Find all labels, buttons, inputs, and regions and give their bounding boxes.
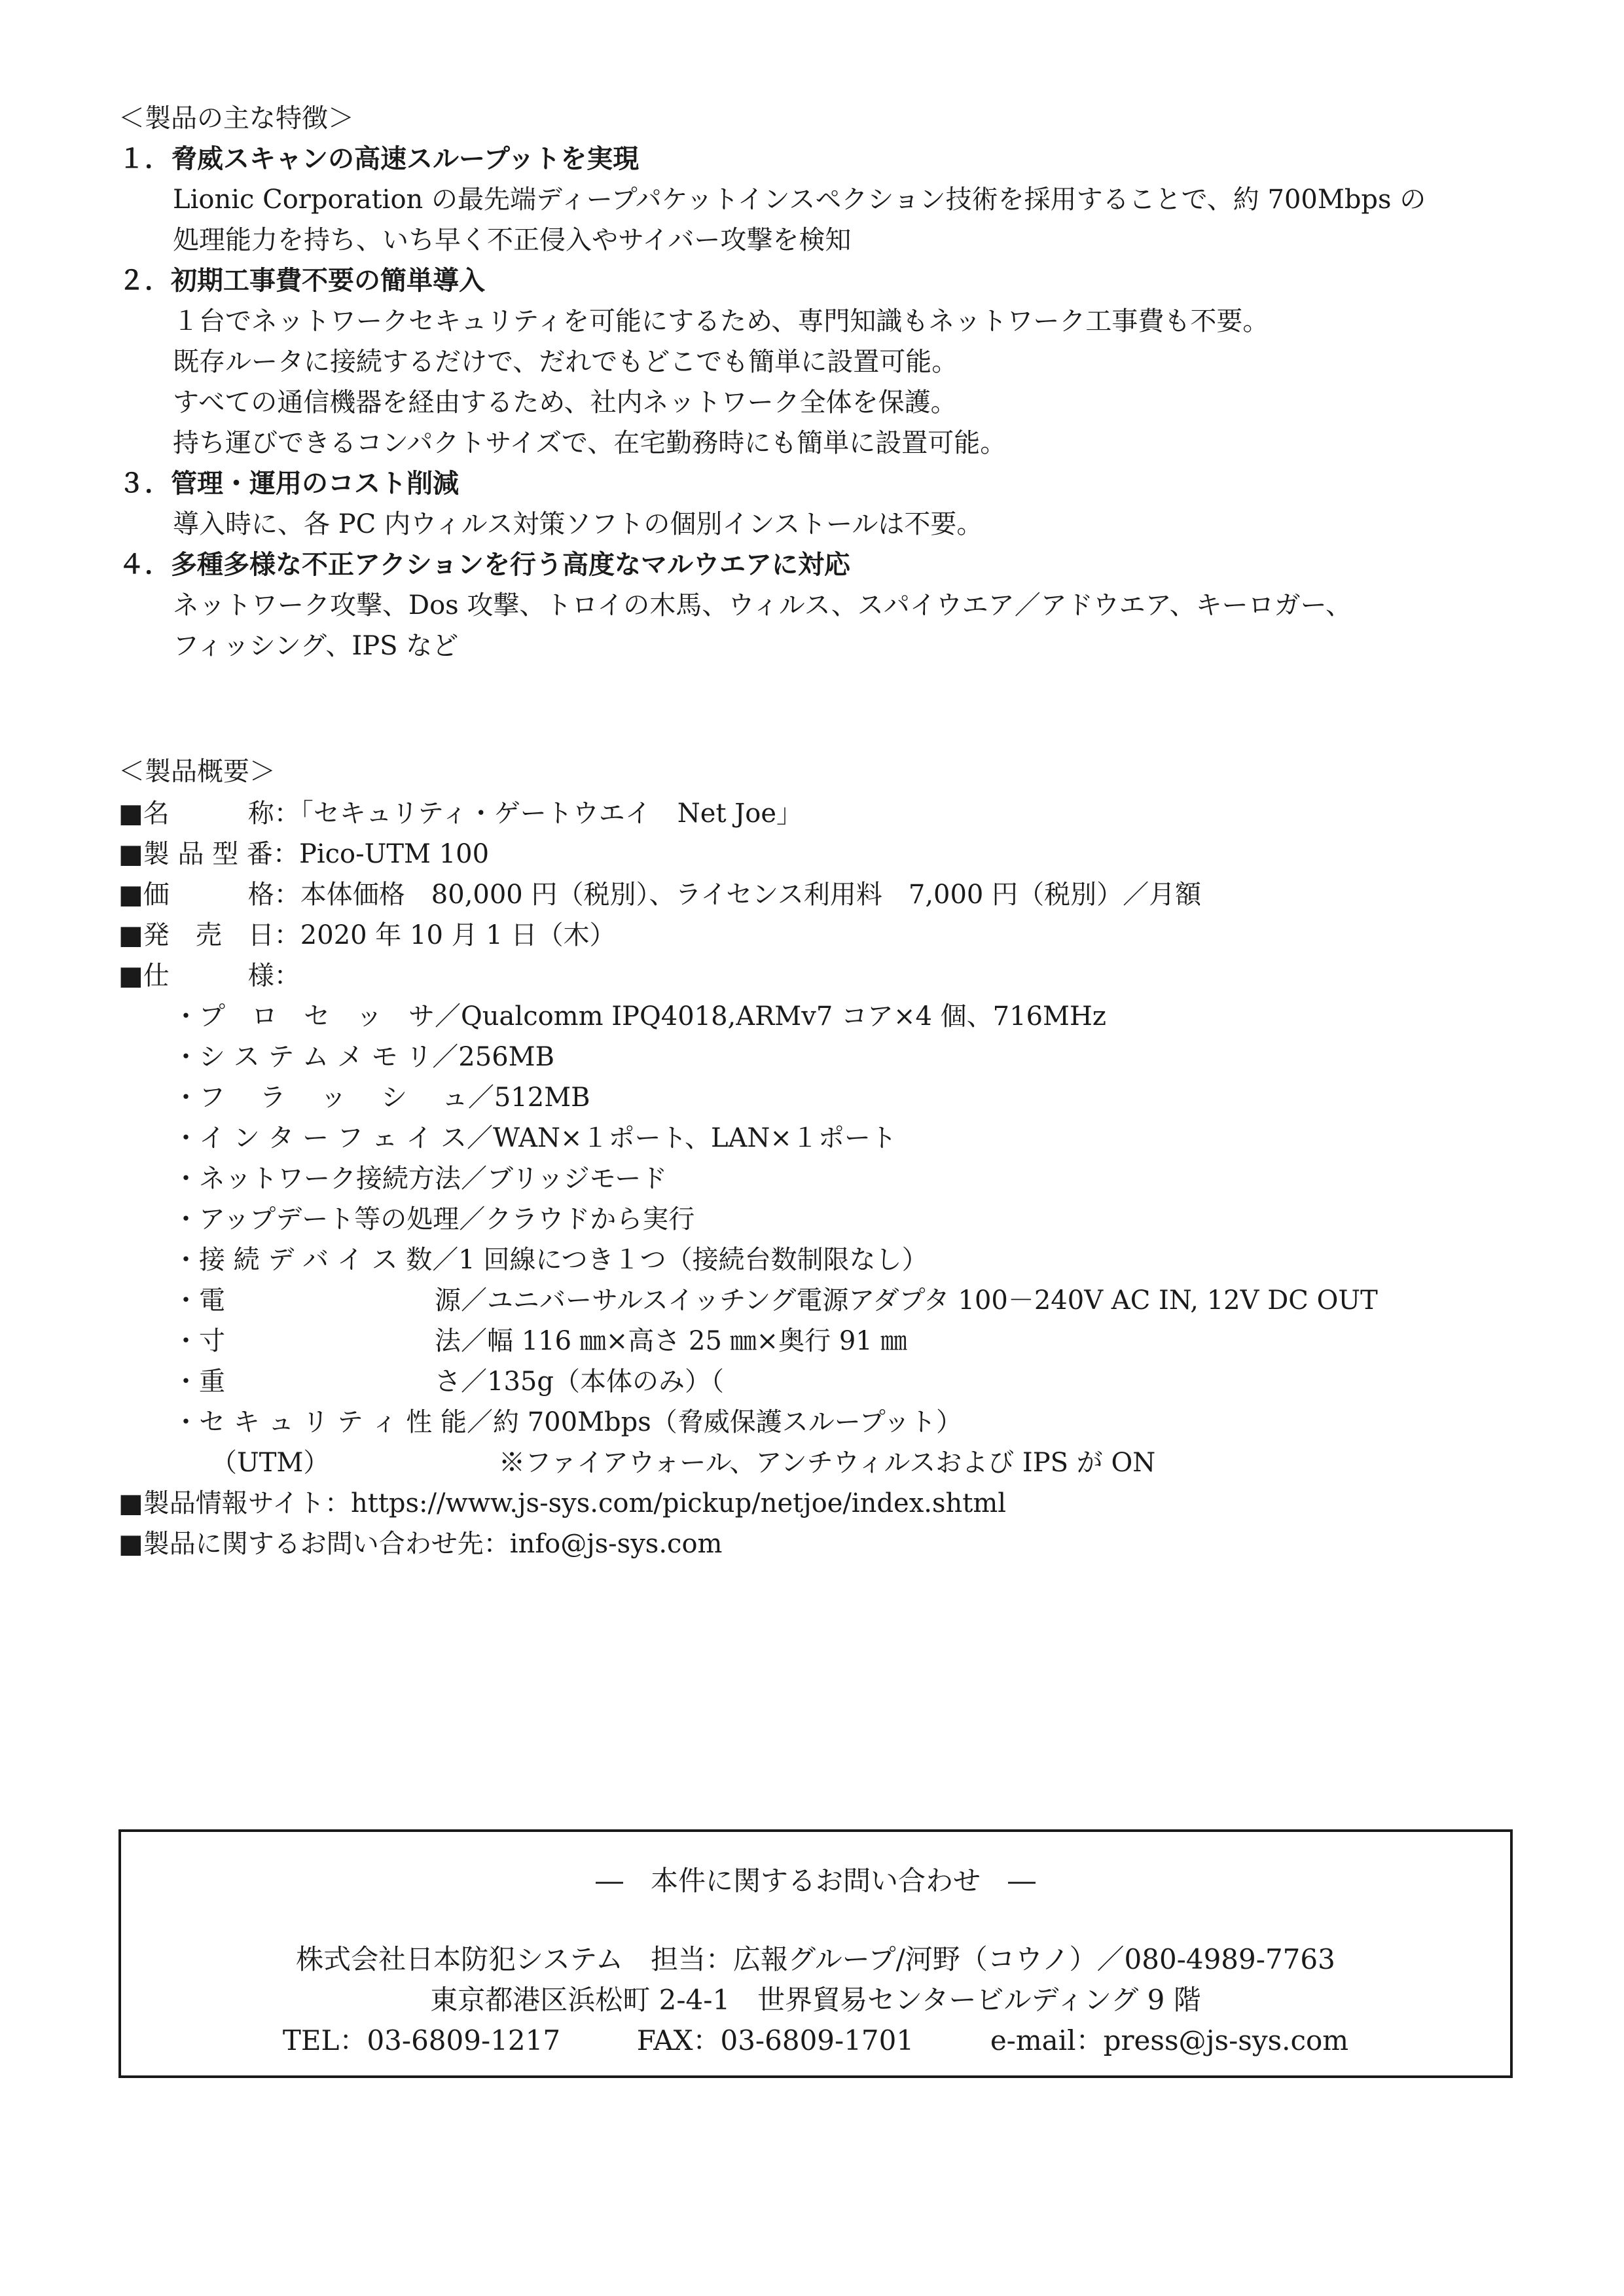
overview-heading: ＜製品概要＞ [118,757,276,787]
spec-label: ・シ ス テ ム メ モ リ [173,1042,433,1072]
spec-row-security-performance [173,1402,962,1443]
overview-value: 2020 年 10 月 1 日（木） [300,920,616,950]
spec-row-power [173,1280,1378,1321]
spec-row-devices [173,1240,928,1280]
overview-row-release [118,915,616,956]
overview-value: 本体価格 80,000 円（税別）、ライセンス利用料 7,000 円（税別）／月額 [300,880,1202,910]
contact-tel: TEL：03-6809-1217 [282,2024,561,2056]
spec-label: ・接 続 デ バ イ ス 数 [173,1245,433,1275]
feature-2-body-line: すべての通信機器を経由するため、社内ネットワーク全体を保護。 [173,387,957,418]
overview-label: ■発 売 日： [118,920,300,950]
spec-sub-note: ※ファイアウォール、アンチウィルスおよび IPS が ON [499,1448,1156,1478]
feature-2-body-line: 既存ルータに接続するだけで、だれでもどこでも簡単に設置可能。 [173,347,958,377]
spec-value: ／135g（本体のみ）（ [461,1367,724,1397]
overview-label: ■名 称： [118,798,300,829]
feature-4-body-line: フィッシング、IPS など [173,631,459,661]
spec-value: ／クラウドから実行 [459,1204,695,1234]
product-contact-email[interactable]: ■製品に関するお問い合わせ先：info@js-sys.com [118,1529,723,1559]
spec-sub-label: （UTM） [211,1448,330,1478]
spec-value: ／Qualcomm IPQ4018,ARMv7 コア×4 個、716MHz [435,1001,1106,1031]
overview-label: ■仕 様： [118,961,300,991]
spec-value: ／512MB [467,1083,590,1113]
spec-row-update [173,1199,695,1240]
spec-label: ・電 源 [173,1285,461,1316]
feature-1-body-line: Lionic Corporation の最先端ディープパケットインスペクション技術を採用することで、約 700Mbps の [173,185,1426,215]
spec-value: ／幅 116 ㎜×高さ 25 ㎜×奥行 91 ㎜ [461,1326,907,1356]
spec-label: ・寸 法 [173,1326,461,1356]
overview-label: ■製 品 型 番： [118,839,299,869]
spec-value: ／ブリッジモード [461,1164,668,1194]
overview-row-model [118,834,489,874]
feature-1-body-line: 処理能力を持ち、いち早く不正侵入やサイバー攻撃を検知 [173,225,852,255]
spec-row-memory [173,1037,554,1077]
spec-value: ／ユニバーサルスイッチング電源アダプタ 100－240V AC IN, 12V DC OUT [461,1285,1378,1316]
spec-label: ・アップデート等の処理 [173,1204,460,1234]
overview-value: 「セキュリティ・ゲートウエイ Net Joe」 [300,798,803,829]
feature-2-body-line: 持ち運びできるコンパクトサイズで、在宅勤務時にも簡単に設置可能。 [173,428,1007,458]
overview-row-name [118,793,803,834]
spec-row-weight [173,1361,724,1402]
spec-value: ／256MB [432,1042,554,1072]
contact-fax: FAX：03-6809-1701 [636,2024,914,2056]
spec-label: ・セ キ ュ リ テ ィ 性 能 [173,1407,467,1437]
feature-3-body-line: 導入時に、各 PC 内ウィルス対策ソフトの個別インストールは不要。 [173,509,983,539]
feature-4-body-line: ネットワーク攻撃、Dos 攻撃、トロイの木馬、ウィルス、スパイウエア／アドウエア、キーロガー、 [173,590,1352,620]
spec-label: ・ネットワーク接続方法 [173,1164,461,1194]
spec-value: ／約 700Mbps（脅威保護スループット） [467,1407,962,1437]
spec-row-network-mode [173,1158,667,1199]
spec-value: ／1 回線につき１つ（接続台数制限なし） [432,1245,928,1275]
press-contact-box [118,1829,1513,2078]
contact-box-company: 株式会社日本防犯システム 担当：広報グループ/河野（コウノ）／080-4989-7763 [296,1943,1335,1975]
spec-label: ・フ ラ ッ シ ュ [173,1083,468,1113]
spec-row-size [173,1321,907,1361]
overview-value: Pico-UTM 100 [298,839,490,869]
feature-2-title: ２．初期工事費不要の簡単導入 [118,265,485,296]
feature-4-title: ４．多種多様な不正アクションを行う高度なマルウエアに対応 [118,549,850,580]
spec-row-processor [173,996,1106,1037]
feature-1-title: １．脅威スキャンの高速スループットを実現 [118,143,640,174]
spec-row-interface [173,1118,897,1158]
product-site-link[interactable]: ■製品情報サイト：https://www.js-sys.com/pickup/netjoe/index.shtml [118,1488,1007,1518]
spec-row-flash [173,1077,590,1118]
overview-label: ■価 格： [118,880,300,910]
features-heading: ＜製品の主な特徴＞ [118,103,354,134]
contact-box-phone-line [121,2020,1510,2061]
overview-row-spec [118,956,300,996]
contact-email[interactable]: e-mail：press@js-sys.com [990,2024,1349,2056]
contact-box-address: 東京都港区浜松町 2-4-1 世界貿易センタービルディング 9 階 [430,1984,1201,2016]
spec-value: ／WAN×１ポート、LAN×１ポート [467,1123,897,1153]
spec-label: ・重 さ [173,1367,461,1397]
spec-label: ・プ ロ セ ッ サ [173,1001,435,1031]
spec-label: ・イ ン タ ー フ ェ イ ス [173,1123,467,1153]
overview-row-price [118,874,1201,915]
feature-3-title: ３．管理・運用のコスト削減 [118,468,459,499]
contact-box-title: ― 本件に関するお問い合わせ ― [595,1865,1036,1897]
feature-2-body-line: １台でネットワークセキュリティを可能にするため、専門知識もネットワーク工事費も不要。 [173,306,1269,336]
